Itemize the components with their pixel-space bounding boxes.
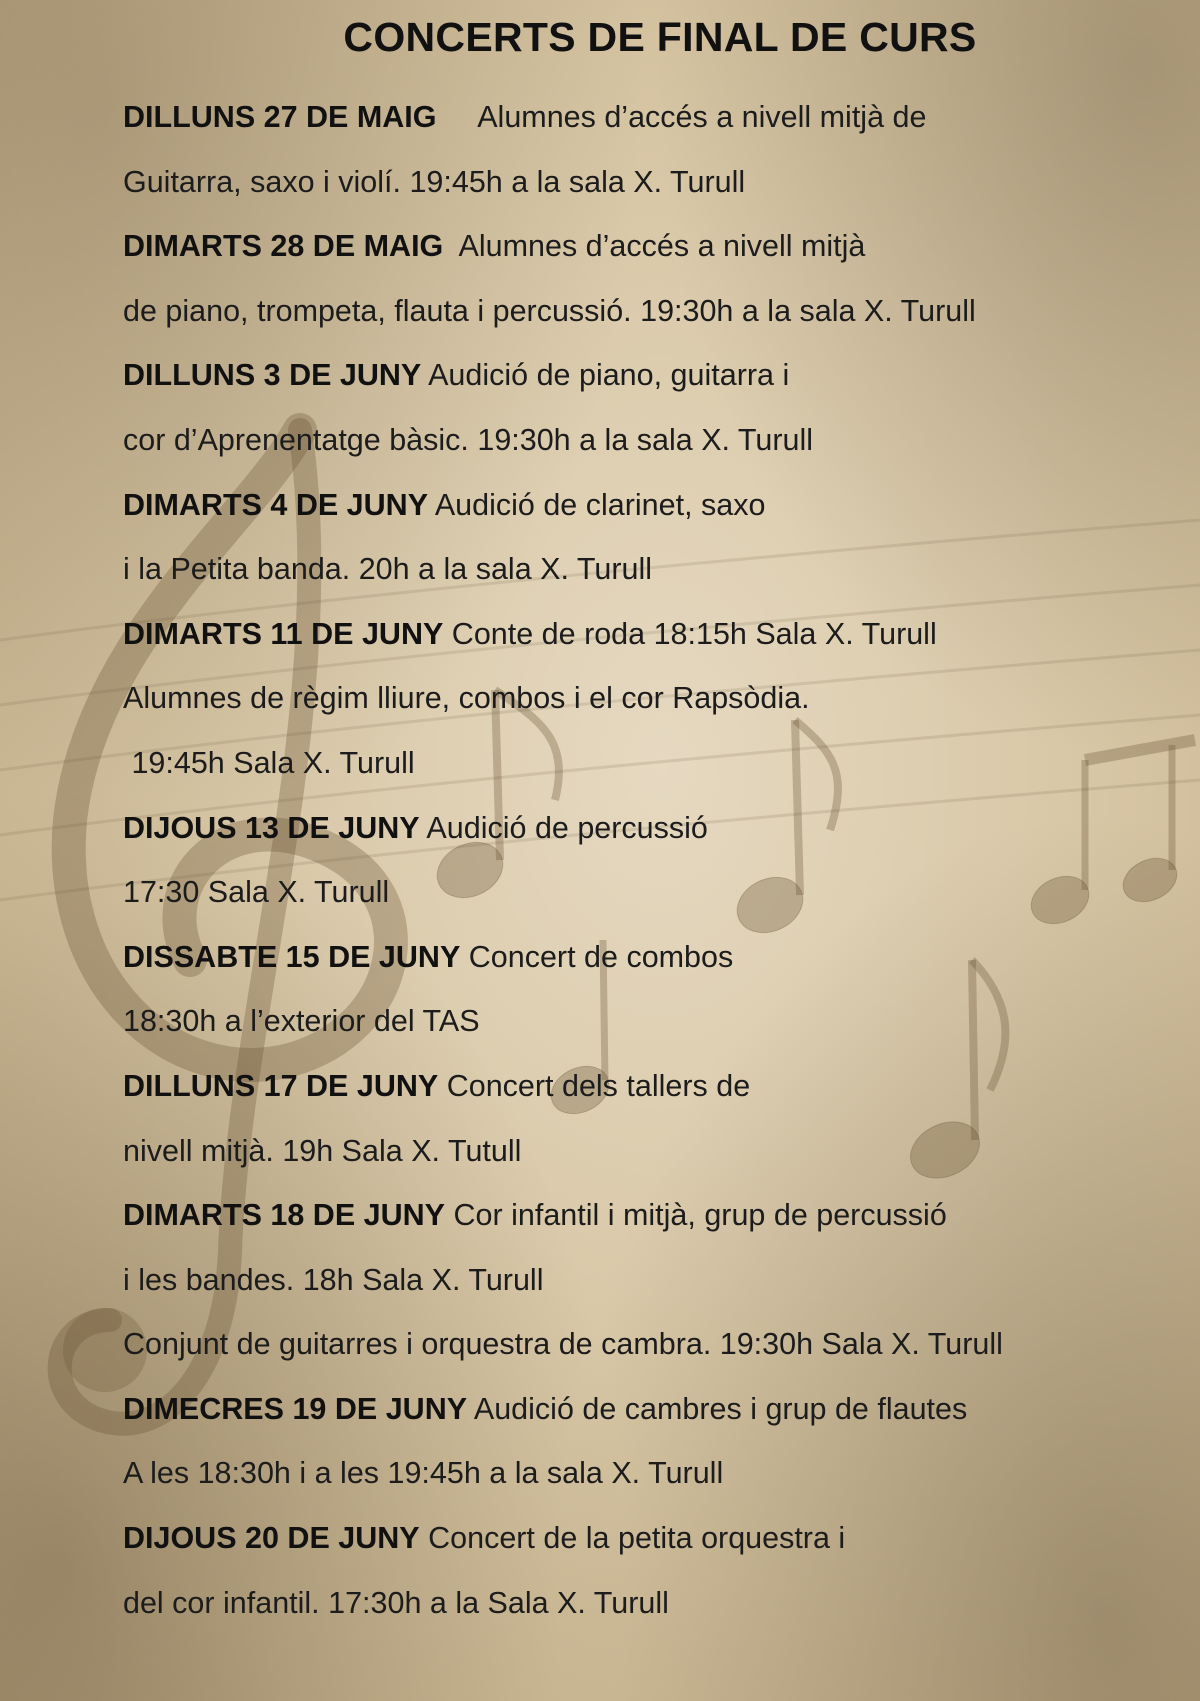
concert-description: Audició de clarinet, saxo: [428, 487, 766, 522]
schedule-line: [123, 1321, 1003, 1386]
concert-description: Conjunt de guitarres i orquestra de cambra. 19:30h Sala X. Turull: [123, 1327, 1003, 1362]
concert-description: Conte de roda 18:15h Sala X. Turull: [443, 616, 937, 651]
concert-description: Alumnes de règim lliure, combos i el cor Rapsòdia.: [123, 681, 810, 716]
concert-description: 17:30 Sala X. Turull: [123, 875, 390, 910]
concert-description: Audició de piano, guitarra i: [421, 358, 790, 393]
concert-date: DIMARTS 18 DE JUNY: [123, 1198, 446, 1233]
concert-description: Concert dels tallers de: [438, 1068, 751, 1103]
schedule-line: [123, 998, 1003, 1063]
concert-date: DILLUNS 17 DE JUNY: [123, 1068, 439, 1103]
schedule-line: [123, 675, 1003, 740]
concert-date: DIMARTS 11 DE JUNY: [123, 616, 444, 651]
schedule-line: [123, 1192, 1003, 1257]
concert-description: 19:45h Sala X. Turull: [123, 745, 415, 780]
concert-description: i les bandes. 18h Sala X. Turull: [123, 1262, 544, 1297]
schedule-line: [123, 288, 1003, 353]
schedule-line: [123, 94, 1003, 159]
concert-description: 18:30h a l’exterior del TAS: [123, 1004, 480, 1039]
concert-description: Concert de combos: [460, 939, 734, 974]
concert-description: Alumnes d’accés a nivell mitjà: [443, 229, 866, 264]
concert-description: Audició de cambres i grup de flautes: [467, 1391, 968, 1426]
concert-description: cor d’Aprenentatge bàsic. 19:30h a la sala X. Turull: [123, 422, 814, 457]
schedule-line: [123, 417, 1003, 482]
concert-description: de piano, trompeta, flauta i percussió. 19:30h a la sala X. Turull: [123, 293, 976, 328]
schedule-line: [123, 1580, 1003, 1645]
concert-date: DIMARTS 4 DE JUNY: [123, 487, 429, 522]
concert-schedule-list: [123, 94, 1003, 1644]
concert-date: DIJOUS 13 DE JUNY: [123, 810, 420, 845]
schedule-line: [123, 1386, 1003, 1451]
schedule-line: [123, 740, 1003, 805]
schedule-line: [123, 352, 1003, 417]
schedule-line: [123, 611, 1003, 676]
schedule-line: [123, 223, 1003, 288]
schedule-line: [123, 934, 1003, 999]
concert-description: Alumnes d’accés a nivell mitjà de: [436, 100, 927, 134]
schedule-line: [123, 869, 1003, 934]
schedule-line: [123, 159, 1003, 224]
concert-date: DISSABTE 15 DE JUNY: [123, 939, 461, 974]
concert-date: DILLUNS 3 DE JUNY: [123, 358, 422, 393]
schedule-line: [123, 1063, 1003, 1128]
concert-date: DIJOUS 20 DE JUNY: [123, 1521, 420, 1556]
schedule-line: [123, 805, 1003, 870]
concert-description: del cor infantil. 17:30h a la Sala X. Turull: [123, 1585, 669, 1620]
schedule-line: [123, 482, 1003, 547]
concert-description: Guitarra, saxo i violí. 19:45h a la sala X. Turull: [123, 164, 746, 199]
schedule-line: [123, 1450, 1003, 1515]
schedule-line: [123, 1128, 1003, 1193]
concert-description: Cor infantil i mitjà, grup de percussió: [445, 1198, 947, 1233]
concert-description: i la Petita banda. 20h a la sala X. Turull: [123, 552, 652, 587]
concert-date: DIMECRES 19 DE JUNY: [123, 1391, 468, 1426]
concert-description: nivell mitjà. 19h Sala X. Tutull: [123, 1133, 522, 1168]
schedule-line: [123, 1515, 1003, 1580]
concert-description: A les 18:30h i a les 19:45h a la sala X. Turull: [123, 1456, 724, 1491]
concert-description: Concert de la petita orquestra i: [419, 1521, 846, 1556]
concert-date: DIMARTS 28 DE MAIG: [123, 229, 444, 264]
concert-description: Audició de percussió: [419, 810, 708, 845]
concert-date: DILLUNS 27 DE MAIG: [123, 100, 437, 134]
schedule-line: [123, 546, 1003, 611]
schedule-line: [123, 1257, 1003, 1322]
page-title: CONCERTS DE FINAL DE CURS: [343, 14, 977, 60]
